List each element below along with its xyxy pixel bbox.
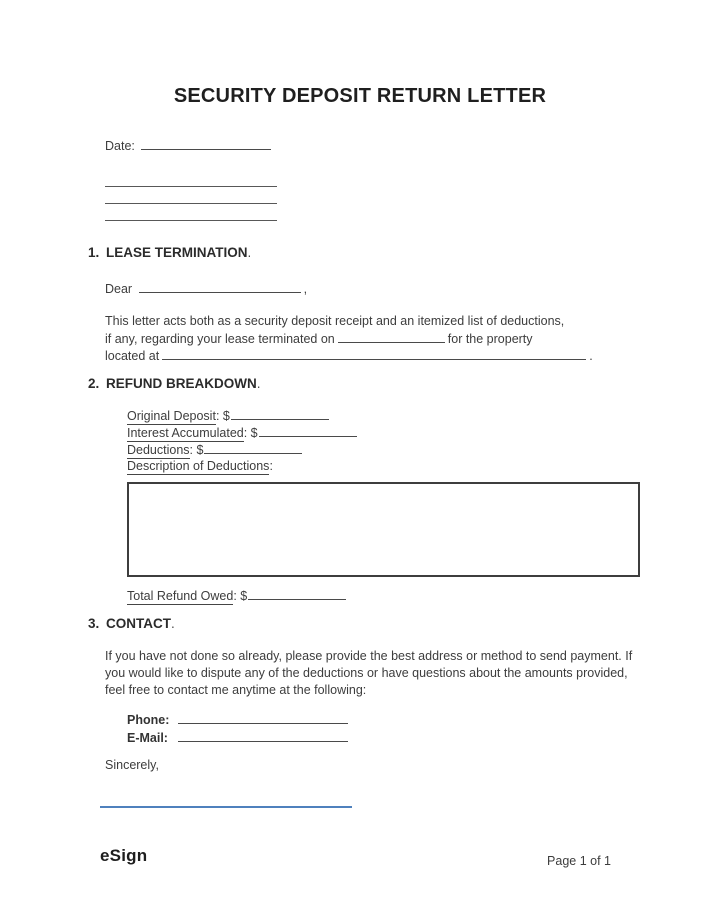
lease-line-3-text: located at — [105, 349, 160, 363]
section-2-number: 2. — [88, 376, 100, 391]
date-blank[interactable] — [141, 137, 271, 150]
refund-row-original-deposit — [127, 407, 360, 424]
deductions-amount-blank[interactable] — [204, 441, 302, 454]
closing-sincerely: Sincerely, — [105, 758, 159, 772]
salutation-blank[interactable] — [139, 280, 301, 293]
salutation-comma: , — [303, 282, 308, 296]
date-row — [105, 137, 274, 153]
interest-accumulated-amount-blank[interactable] — [259, 424, 357, 437]
section-2-title: REFUND BREAKDOWN — [106, 376, 257, 391]
date-label: Date: — [105, 139, 135, 153]
refund-row-interest-accumulated — [127, 424, 360, 441]
email-row — [127, 729, 351, 747]
description-of-deductions-row — [127, 458, 360, 474]
lease-line-3-text2: . — [589, 349, 593, 363]
section-1-heading — [88, 245, 251, 260]
email-blank[interactable] — [178, 729, 348, 742]
deductions-description-box[interactable] — [127, 482, 640, 577]
refund-row-label: Interest Accumulated — [127, 426, 244, 440]
lease-paragraph-line-3 — [105, 347, 650, 365]
section-3-title: CONTACT — [106, 616, 171, 631]
address-line-1[interactable] — [105, 172, 277, 187]
refund-row-prefix: : $ — [189, 443, 204, 457]
phone-label: Phone: — [127, 713, 170, 727]
total-refund-amount-blank[interactable] — [248, 587, 346, 600]
section-1-period: . — [247, 245, 252, 260]
contact-fields — [127, 711, 351, 746]
refund-row-label: Original Deposit — [127, 409, 216, 423]
lease-paragraph-line-1 — [105, 313, 650, 330]
email-label: E-Mail: — [127, 730, 168, 745]
total-refund-row — [127, 587, 349, 603]
page-number: Page 1 of 1 — [547, 854, 611, 868]
phone-blank[interactable] — [178, 711, 348, 724]
lease-line-2-text2: for the property — [447, 331, 533, 346]
signature-line[interactable] — [100, 806, 352, 808]
address-line-3[interactable] — [105, 206, 277, 221]
address-line-2[interactable] — [105, 189, 277, 204]
refund-row-prefix: : $ — [243, 426, 258, 440]
section-3-heading — [88, 616, 175, 631]
lease-line-1-text: This letter acts both as a security deposit receipt and an itemized list of deductions, — [105, 314, 565, 328]
section-1-title: LEASE TERMINATION — [106, 245, 248, 260]
section-3-period: . — [171, 616, 175, 631]
salutation-row — [105, 280, 307, 296]
phone-row — [127, 711, 351, 729]
property-address-blank[interactable] — [162, 347, 586, 360]
original-deposit-amount-blank[interactable] — [231, 407, 329, 420]
lease-line-2-text: if any, regarding your lease terminated on — [105, 331, 335, 346]
section-2-period: . — [256, 376, 261, 391]
section-3-number: 3. — [88, 616, 100, 631]
refund-breakdown-list — [127, 407, 360, 474]
termination-date-blank[interactable] — [338, 330, 445, 343]
refund-row-prefix: : $ — [215, 409, 230, 423]
section-2-heading — [88, 376, 261, 391]
lease-paragraph — [105, 313, 650, 365]
address-block — [105, 172, 277, 223]
section-1-number: 1. — [88, 245, 100, 260]
salutation-label: Dear — [105, 282, 133, 296]
description-of-deductions-label: Description of Deductions — [127, 459, 270, 473]
total-refund-prefix: : $ — [233, 589, 248, 603]
refund-row-label: Deductions — [127, 443, 190, 457]
lease-paragraph-line-2 — [105, 330, 650, 348]
contact-paragraph: If you have not done so already, please provide the best address or method to send payment. If you would like to dispute any of the deductions or have questions about the amounts provided, feel free to contact me anytime at the following: — [105, 649, 633, 697]
description-of-deductions-colon: : — [269, 459, 273, 473]
esign-logo: eSign — [100, 846, 148, 865]
document-title: SECURITY DEPOSIT RETURN LETTER — [173, 85, 547, 107]
refund-row-deductions — [127, 441, 360, 458]
total-refund-label: Total Refund Owed — [127, 589, 234, 603]
